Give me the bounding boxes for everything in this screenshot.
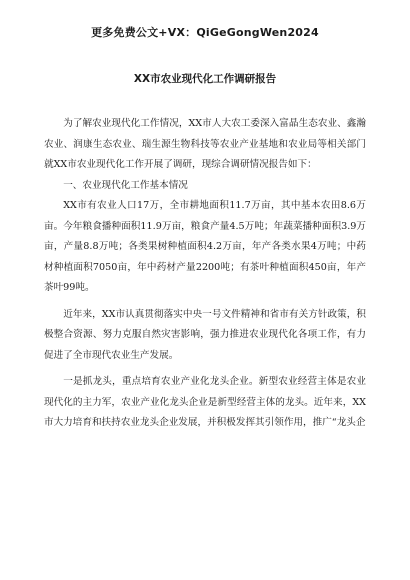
- document-title: XX市农业现代化工作调研报告: [133, 73, 277, 85]
- intro-paragraph: 为了解农业现代化工作情况，XX市人大农工委深入富晶生态农业、鑫瀚农业、润康生态农业、瑞生源生物科技等农业产业基地和农业局等相关部门就XX市农业现代化工作开展了调研，现综合调研情况报告如下：: [44, 118, 366, 170]
- body-paragraph: 一是抓龙头，重点培育农业产业化龙头企业。新型农业经营主体是农业现代化的主力军，农业产业化龙头企业是新型经营主体的龙头。近年来，XX市大力培育和扶持农业龙头企业发展，并积极发挥其引领作用，推广“龙头企: [44, 376, 366, 428]
- page-header: 更多免费公文+VX：QiGeGongWen2024: [91, 26, 319, 39]
- body-paragraph: 近年来，XX市认真贯彻落实中央一号文件精神和省市有关方针政策，积极整合资源、努力克服自然灾害影响，强力推进农业现代化各项工作，有力促进了全市现代农业生产发展。: [44, 308, 366, 361]
- section-heading: 一、农业现代化工作基本情况: [63, 179, 188, 191]
- body-paragraph: XX市有农业人口17万，全市耕地面积11.7万亩，其中基本农田8.6万亩。今年粮食播种面积11.9万亩，粮食产量4.5万吨；年蔬菜播种面积3.9万亩，产量8.8万吨；各类果树种植面积4.2万亩，年产各类水果4万吨；中药材种植面积7050亩，年中药材产量2200吨；有茶叶种植面积450亩，年产茶叶99吨。: [44, 200, 366, 293]
